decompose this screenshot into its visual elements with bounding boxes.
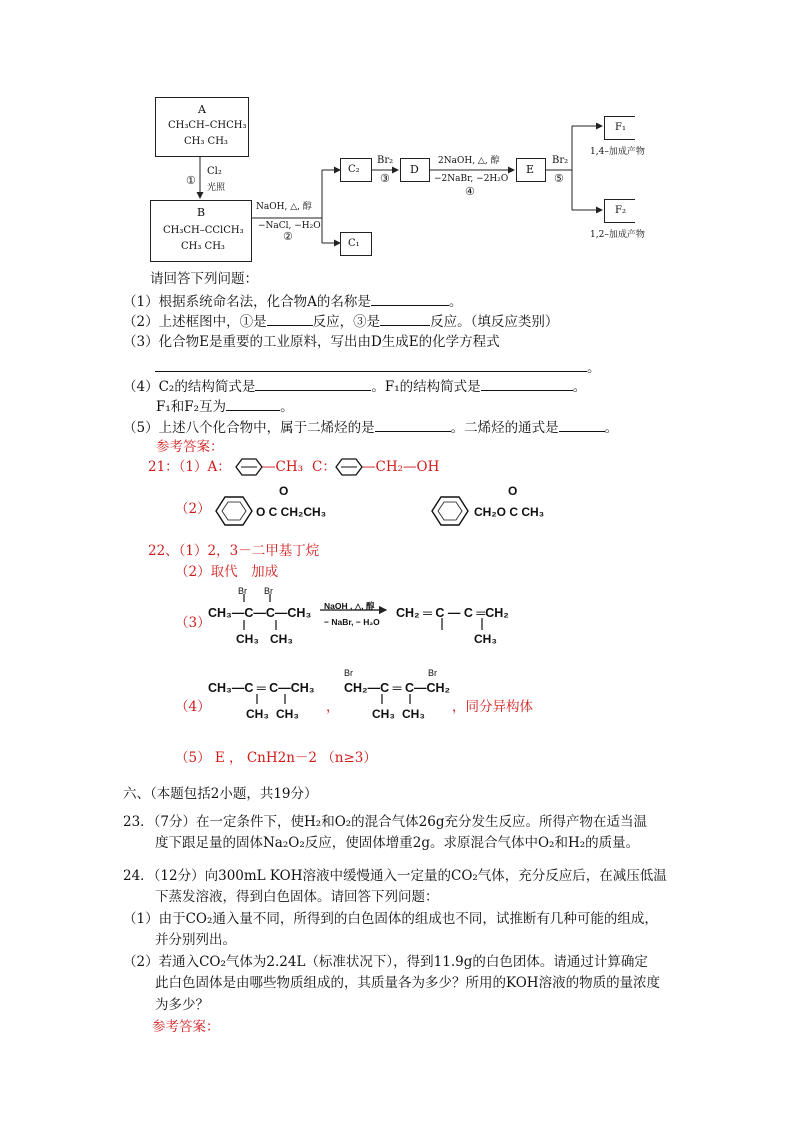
question-24-line-2: 下蒸发溶液，得到白色固体。请回答下列问题： bbox=[155, 889, 439, 905]
compound-a-label: A bbox=[198, 103, 206, 116]
ester-left-carbonyl-o: O bbox=[279, 484, 289, 498]
answer-blank bbox=[559, 417, 605, 432]
question-24-line-1: 24．（12分）向300mL KOH溶液中缓慢通入一定量的CO₂气体，充分反应后，在减压低温 bbox=[123, 868, 667, 884]
compound-f2-box bbox=[604, 199, 635, 223]
compound-e-box bbox=[516, 158, 546, 182]
compound-b-substituents: CH₃ CH₃ bbox=[181, 241, 225, 252]
answer-21-1-c-group: —CH₂—OH bbox=[362, 459, 440, 475]
methyl-label: CH₃ bbox=[236, 632, 259, 646]
step5-reagent: Br₂ bbox=[552, 155, 569, 166]
question-5-text-c: 。 bbox=[604, 420, 619, 436]
answer-blank bbox=[226, 396, 280, 411]
answer-22-4-label: （4） bbox=[175, 699, 211, 715]
compound-a-formula: CH₃CH–CHCH₃ bbox=[168, 120, 247, 131]
section-6-answers-label: 参考答案： bbox=[152, 1019, 220, 1035]
question-4-text-b: 。F₁的结构简式是 bbox=[371, 379, 481, 395]
answer-blank bbox=[481, 376, 573, 391]
answer-blank bbox=[380, 311, 430, 326]
benzene-ring-icon bbox=[428, 493, 474, 529]
section-6-title: 六、（本题包括2小题，共19分） bbox=[123, 786, 318, 802]
f2-note: 1,2–加成产物 bbox=[590, 230, 645, 240]
methyl-label: CH₃ bbox=[276, 707, 299, 721]
question-23-line-1: 23．（7分）在一定条件下，使H₂和O₂的混合气体26g充分发生反应。所得产物在适当温 bbox=[123, 814, 648, 830]
compound-b-label: B bbox=[197, 206, 206, 219]
question-2-text-b: 反应，③是 bbox=[312, 314, 381, 330]
step4-conditions-bottom: −2NaBr, −2H₂O bbox=[434, 174, 509, 184]
compound-c1-label: C₁ bbox=[348, 238, 360, 249]
step2-conditions-top: NaOH, △, 醇 bbox=[256, 202, 312, 212]
step1-reagent: Cl₂ bbox=[207, 166, 222, 177]
question-1-text: （1）根据系统命名法，化合物A的名称是 bbox=[123, 294, 371, 310]
step3-number: ③ bbox=[380, 172, 390, 185]
question-23-line-2: 度下跟足量的固体Na₂O₂反应，使固体增重2g。求原混合气体中O₂和H₂的质量。 bbox=[155, 835, 640, 851]
compound-c1-box bbox=[340, 232, 372, 256]
question-1 bbox=[123, 291, 462, 311]
answer-blank bbox=[155, 357, 587, 372]
step2-number: ② bbox=[283, 230, 293, 243]
answer-blank bbox=[267, 311, 313, 326]
compound-f1-label: F₁ bbox=[615, 122, 626, 133]
methyl-label: CH₃ bbox=[372, 707, 395, 721]
compound-f2-label: F₂ bbox=[615, 205, 626, 216]
answer-21-1-a-group: —CH₃ bbox=[262, 459, 304, 475]
methyl-label: CH₃ bbox=[246, 707, 269, 721]
answer-22-3-label: （3） bbox=[175, 615, 211, 631]
f-isomer-formula: CH₃—C ═ C—CH₃ bbox=[208, 681, 315, 695]
question-4-continued bbox=[156, 396, 294, 416]
question-1-end: 。 bbox=[448, 294, 463, 310]
g-isomer-formula: CH₂—C ═ C—CH₂ bbox=[344, 681, 451, 695]
question-4-text-d: F₁和F₂互为 bbox=[156, 399, 227, 415]
question-3-end: 。 bbox=[587, 360, 601, 376]
answer-21-1-prefix: 21：（1）A： bbox=[148, 459, 231, 475]
step1-condition: 光照 bbox=[207, 183, 226, 193]
questions-intro: 请回答下列问题： bbox=[150, 271, 258, 287]
question-24-1-line-1: （1）由于CO₂通入量不同，所得到的白色固体的组成也不同，试推断有几种可能的组成， bbox=[123, 911, 658, 927]
answer-22-4-comma: ， bbox=[326, 699, 340, 715]
answer-blank bbox=[371, 291, 449, 306]
br-label-4: Br bbox=[428, 668, 437, 678]
question-24-1-line-2: 并分别列出。 bbox=[155, 932, 236, 948]
br-label-2: Br bbox=[264, 586, 273, 596]
question-24-2-line-2: 此白色固体是由哪些物质组成的，其质量各为多少？所用的KOH溶液的物质的量浓度 bbox=[155, 975, 661, 991]
answer-blank bbox=[255, 376, 371, 391]
question-2 bbox=[123, 311, 558, 331]
question-4-text-c: 。 bbox=[572, 379, 587, 395]
question-4-text-a: （4）C₂的结构简式是 bbox=[123, 379, 256, 395]
step2-conditions-bottom: −NaCl, −H₂O bbox=[258, 221, 321, 231]
step3-reagent: Br₂ bbox=[377, 155, 394, 166]
br-label-1: Br bbox=[238, 586, 247, 596]
answer-22-1: 22、（1）2，3－二甲基丁烷 bbox=[148, 543, 320, 559]
question-5-text-b: 。二烯烃的通式是 bbox=[450, 420, 559, 436]
methyl-label: CH₃ bbox=[270, 632, 293, 646]
question-2-text-c: 反应。（填反应类别） bbox=[430, 314, 559, 330]
compound-d-box bbox=[400, 158, 430, 182]
step4-conditions-top: 2NaOH, △, 醇 bbox=[438, 156, 500, 166]
answer-21-2: （2） bbox=[175, 501, 211, 517]
answer-blank bbox=[375, 417, 451, 432]
question-5-text-a: （5）上述八个化合物中，属于二烯烃的是 bbox=[123, 420, 375, 436]
compound-e-label: E bbox=[526, 163, 535, 176]
question-4-text-e: 。 bbox=[280, 399, 294, 415]
flow-arrows bbox=[0, 0, 800, 260]
compound-d-label: D bbox=[410, 163, 419, 176]
elimination-conditions-top: NaOH , △, 醇 bbox=[324, 601, 375, 611]
question-3-answer-line bbox=[155, 357, 601, 377]
methyl-label: CH₃ bbox=[474, 632, 497, 646]
compound-c2-label: C₂ bbox=[348, 164, 360, 175]
ester-right-carbonyl-o: O bbox=[508, 484, 518, 498]
compound-c2-box bbox=[340, 158, 372, 182]
compound-f1-box bbox=[604, 116, 635, 140]
question-5 bbox=[123, 417, 618, 437]
compound-b-formula: CH₃CH–CClCH₃ bbox=[163, 225, 244, 236]
question-2-text-a: （2）上述框图中，①是 bbox=[123, 314, 267, 330]
question-3: （3）化合物E是重要的工业原料，写出由D生成E的化学方程式 bbox=[123, 334, 500, 350]
answer-22-4-tail: ，同分异构体 bbox=[452, 699, 533, 715]
elimination-conditions-bottom: − NaBr, − H₂O bbox=[324, 617, 380, 627]
answers-label: 参考答案： bbox=[156, 439, 224, 455]
diene-product-formula: CH₂ ═ C — C ═CH₂ bbox=[396, 606, 509, 620]
step1-number: ① bbox=[186, 174, 196, 187]
methyl-label: CH₃ bbox=[402, 707, 425, 721]
f1-note: 1,4–加成产物 bbox=[590, 147, 645, 157]
br-label-3: Br bbox=[344, 668, 353, 678]
answer-21-1 bbox=[148, 458, 231, 476]
answer-21-1-c-label: C： bbox=[312, 459, 336, 475]
benzene-ring-icon bbox=[212, 493, 258, 529]
ester-left-formula: O C CH₂CH₃ bbox=[256, 505, 327, 519]
step4-number: ④ bbox=[465, 185, 475, 198]
question-24-2-line-3: 为多少？ bbox=[155, 997, 209, 1013]
answer-22-2: （2）取代 加成 bbox=[175, 564, 279, 580]
dibromide-formula: CH₃—C—C—CH₃ bbox=[208, 606, 312, 620]
answer-22-5: （5） E ， CnH2n－2 （n≥3） bbox=[175, 750, 377, 766]
compound-a-substituents: CH₃ CH₃ bbox=[184, 136, 228, 147]
step5-number: ⑤ bbox=[554, 172, 564, 185]
question-4 bbox=[123, 376, 586, 396]
question-24-2-line-1: （2）若通入CO₂气体为2.24L（标准状况下），得到11.9g的白色团体。请通过计算确定 bbox=[123, 954, 648, 970]
ester-right-formula: CH₂O C CH₃ bbox=[474, 505, 545, 519]
